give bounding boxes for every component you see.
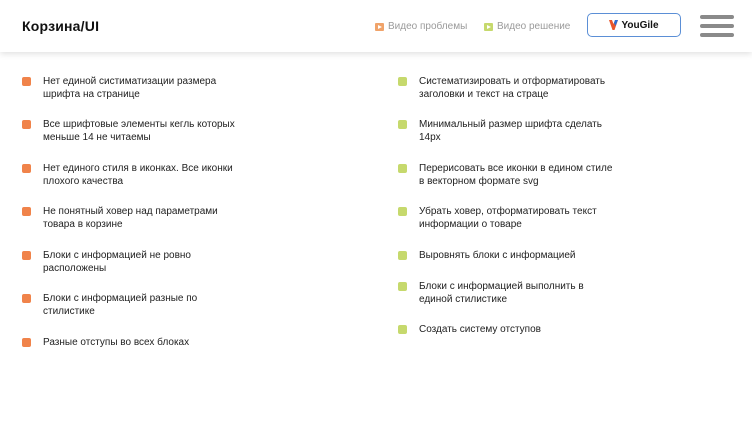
video-solution-label: Видео решение [497, 21, 571, 32]
problem-item: Нет единой систиматизации размера шрифта на странице [22, 75, 216, 101]
solution-item: Блоки с информацией выполнить в единой стилистике [398, 280, 584, 306]
video-solution-link[interactable] [484, 21, 570, 32]
video-play-icon [375, 23, 384, 31]
solution-item: Убрать ховер, отформатировать текст информации о товаре [398, 205, 597, 231]
problem-item: Нет единого стиля в иконках. Все иконки плохого качества [22, 162, 233, 188]
problem-item: Все шрифтовые элементы кегль которых меньше 14 не читаемы [22, 118, 235, 144]
hamburger-menu-icon[interactable] [700, 15, 734, 37]
video-play-icon [484, 23, 493, 31]
orange-bullet-icon [22, 251, 31, 260]
solution-item: Создать систему отступов [398, 323, 541, 336]
yougile-logo-icon [609, 20, 618, 30]
solution-item: Систематизировать и отформатировать заголовки и текст на страце [398, 75, 605, 101]
problem-item: Разные отступы во всех блоках [22, 336, 189, 349]
page-title: Корзина/UI [22, 18, 100, 34]
green-bullet-icon [398, 120, 407, 129]
green-bullet-icon [398, 207, 407, 216]
green-bullet-icon [398, 282, 407, 291]
orange-bullet-icon [22, 207, 31, 216]
orange-bullet-icon [22, 164, 31, 173]
solution-item: Выровнять блоки с информацией [398, 249, 575, 262]
orange-bullet-icon [22, 77, 31, 86]
green-bullet-icon [398, 325, 407, 334]
orange-bullet-icon [22, 120, 31, 129]
yougile-button-label: YouGile [621, 19, 659, 31]
solution-item: Перерисовать все иконки в едином стиле в векторном формате svg [398, 162, 612, 188]
problem-item: Блоки с информацией разные по стилистике [22, 292, 197, 318]
problem-item: Не понятный ховер над параметрами товара в корзине [22, 205, 218, 231]
green-bullet-icon [398, 164, 407, 173]
video-problems-link[interactable] [375, 21, 467, 32]
green-bullet-icon [398, 77, 407, 86]
top-header [0, 0, 752, 52]
yougile-button[interactable] [587, 13, 681, 37]
video-problems-label: Видео проблемы [388, 21, 468, 32]
solution-item: Минимальный размер шрифта сделать 14px [398, 118, 602, 144]
problem-item: Блоки с информацией не ровно расположены [22, 249, 191, 275]
orange-bullet-icon [22, 294, 31, 303]
green-bullet-icon [398, 251, 407, 260]
orange-bullet-icon [22, 338, 31, 347]
